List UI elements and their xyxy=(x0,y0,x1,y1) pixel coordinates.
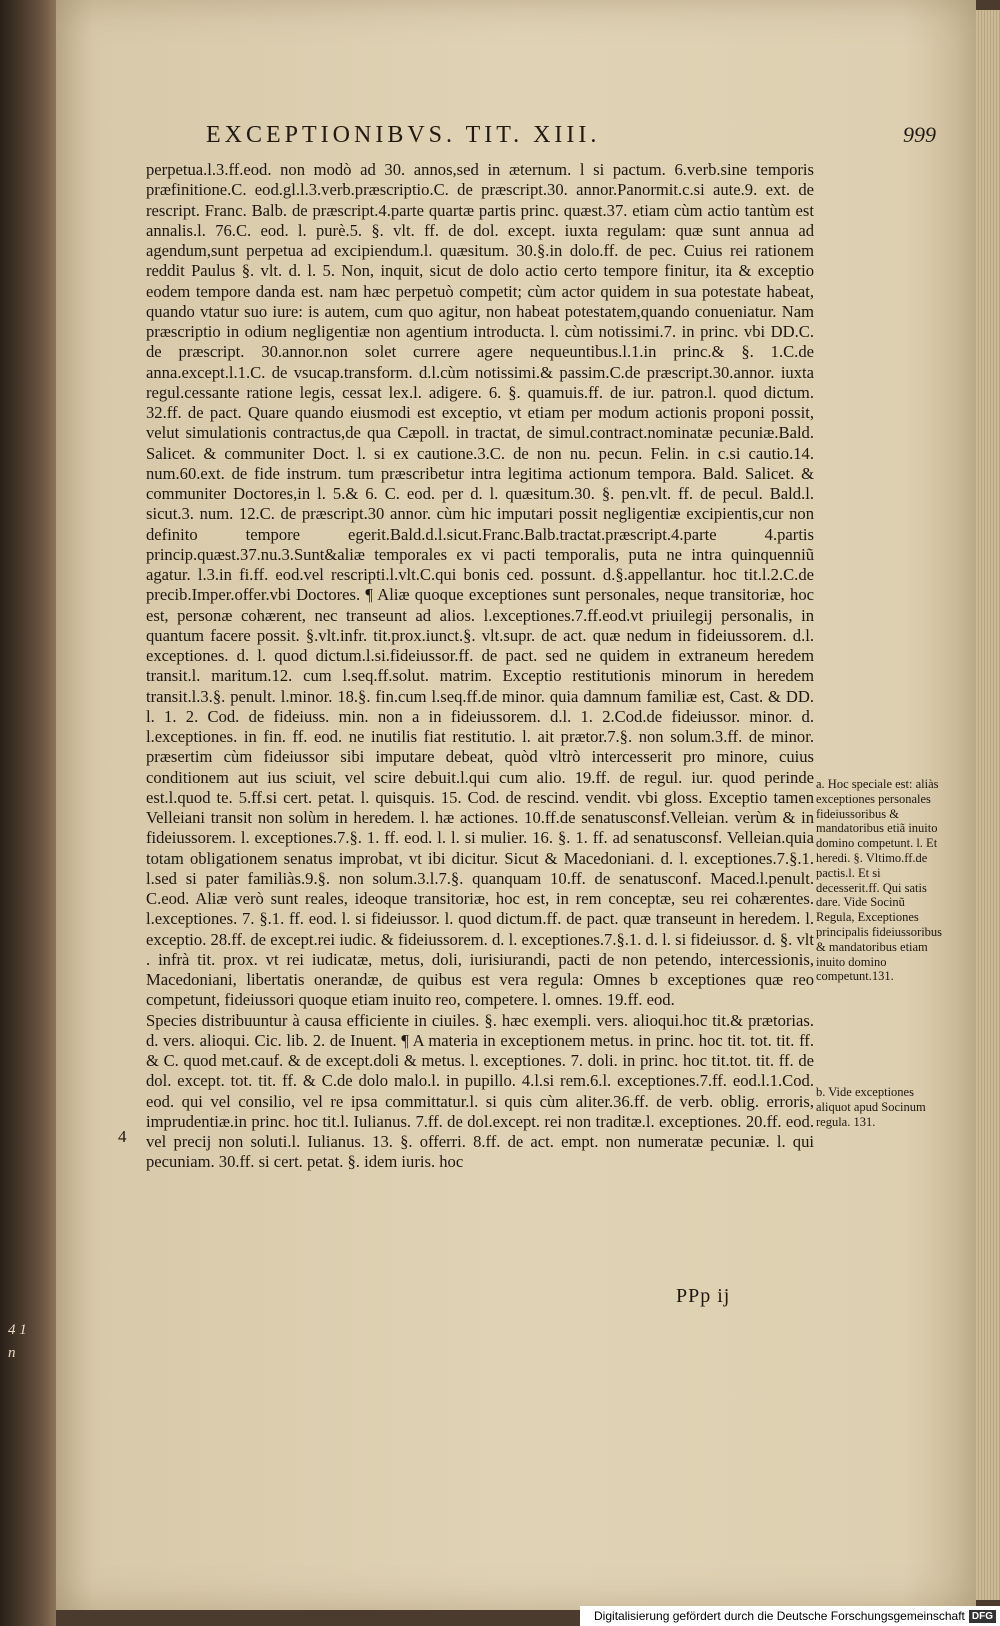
footer-text: Digitalisierung gefördert durch die Deutsche Forschungsgemeinschaft xyxy=(594,1609,965,1623)
section-number: 4 xyxy=(118,1127,127,1146)
paragraph: perpetua.l.3.ff.eod. non modò ad 30. annos,sed in æternum. l si pactum. 6.verb.sine temporis præfinitione.C. eod.gl.l.3.verb.præscriptio.C. de præscript.30. annor.Panormit.c.si aute.9. ext. de rescript. Franc. Balb. de præscript.4.parte quartæ partis princ. quæst.37. etiam cùm actio tantùm est annalis.l. 76.C. eod. l. purè.5. §. vlt. ff. de dol. except. iuxta regulam: quæ sunt annua ad agendum,sunt perpetua ad excipiendum.l. quæsitum. 30.§.in dolo.ff. de pec. Cuius rei rationem reddit Paulus §. vlt. d. l. 5. Non, inquit, sicut de dolo actio certo tempore finitur, ita & exceptio eodem tempore danda est. nam hæc perpetuò competit; cùm actor quidem in sua potestate habeat, quando vtatur suo iure: is autem, cum quo agitur, non habeat potestatem,quando conueniatur. Nam præscriptio in odium negligentiæ non agentium introducta. l. cùm notissimi.7. in princ. vbi DD.C. de præscript. 30.annor.non solet currere agere nequeuntibus.l.1.in princ.& §. 1.C.de anna.except.l.1.C. de vsucap.transform. d.l.cùm notissimi.& passim.C.de præscript.30.annor. iuxta regul.cessante ratione legis, cessat lex.l. adigere. 6. §. quamuis.ff. de iur. patron.l. quod dictum. 32.ff. de pact. Quare quando eiusmodi est exceptio, vt etiam per modum actionis proponi possit, velut simulationis contractus,de qua Cæpoll. in tractat, de simul.contract.nominatæ pecuniæ.Bald. Salicet. & communiter Doct. l. si ex cautione.3.C. de non nu. pecun. Felin. in c.si cautio.14. num.60.ext. de fide instrum. tum præscribetur intra legitima actionum tempora. Bald. Salicet. & communiter Doctores,in l. 5.& 6. C. eod. per d. l. quæsitum.30. §. pen.vlt. ff. de pecul. Bald.l. sicut.3. num. 12.C. de præscript.30 annor. cùm hic imputari possit negligentiæ excipientis,cur non definito tempore egerit.Bald.d.l.sicut.Franc.Balb.tractat.præscript.4.parte 4.partis princip.quæst.37.nu.3.Sunt&aliæ temporales ex vi pacti temporalis, puta ne intra quinquenniũ agatur. l.3.in fi.ff. eod.vel rescripti.l.vlt.C.qui bonis ced. possunt. d.§.appellantur. hoc tit.l.2.C.de precib.Imper.offer.vbi Doctores. ¶ Aliæ quoque exceptiones sunt personales, neque transitoriæ, hoc est, personæ cohærent, nec transeunt ad alios. l.exceptiones.7.ff.eod.vt priuilegij personalis, in quantum facere possit. §.vlt.infr. tit.prox.iunct.§. vlt.supr. de act. quæ nedum in fideiussorem. d.l. exceptiones. d. l. quod dictum.l.si.fideiussor.ff. de pact. sed ne quidem in extraneum heredem transit.l. maritum.12. cum l.seq.ff.solut. matrim. Exceptio restitutionis minorum in heredem transit.l.3.§. penult. l.minor. 18.§. fin.cum l.seq.ff.de minor. quia damnum familiæ est, Cast. & DD. l. 1. 2. Cod. de fideiuss. min. non a in fideiussorem. d.l. 1. 2.Cod.de fideiussor. minor. d. l.exceptiones. in fin. ff. eod. ne inutilis fiat restitutio. l. ait prætor.7.§. non solum.3.ff. de minor. præsertim cùm fideiussor sibi imputare debeat, quòd vltrò intercesserit pro minore, cuius conditionem aut ius sciuit, vel scire debuit.l.qui cum alio. 19.ff. de regul. iur. quod perinde est.l.quod te. 5.ff.si cert. petat. l. quisquis. 15. Cod. de rescind. vendit. vbi gloss. Exceptio tamen Velleiani transit non solùm in heredem. l. hæ actiones. 10.ff.de senatusconsf.Velleian. verùm & in fideiussorem. l. exceptiones.7.§. 1. ff. eod. l. l. si mulier. 16. §. 1. ff. ad senatusconsf. Velleian.quia totam obligationem senatus improbat, vt ibi dicitur. Sicut & Macedoniani. d. l. exceptiones.7.§.1. l.sed si pater familiàs.9.§. non solum.3.l.7.§. quanquam 10.ff. de senatusconf. Maced.l.penult. C.eod. Aliæ verò sunt reales, ideoque transitoriæ, hoc est, in rem conceptæ, seu rei cohærentes. l.exceptiones. 7. §.1. ff. eod. l. si fideiussor. l. quod dictum.ff. de pact. quæ transeunt in heredem. l. exceptio. 28.ff. de except.rei iudic. & fideiussorem. d. l. exceptiones.7.§.1. d. l. si fideiussor. d. §. vlt . infrà tit. prox. vt rei iudicatæ, metus, doli, iurisiurandi, pacti de non petendo, intercessionis, Macedoniani, libertatis onerandæ, de quibus est vera regula: Omnes b exceptiones quæ reo competunt, fideiussori quoque etiam inuito reo, competere. l. omnes. 19.ff. eod. xyxy=(146,160,814,1010)
page-edges xyxy=(976,10,1000,1600)
dfg-logo: DFG xyxy=(969,1610,996,1623)
margin-note-a: a. Hoc speciale est: aliàs exceptiones personales fideiussoribus & mandatoribus etiã inuito domino competunt. l. Et heredi. §. Vltimo.ff.de pactis.l. Et si decesserit.ff. Qui satis dare. Vide Socinũ Regula, Exceptiones principalis fideiussoribus & mandatoribus etiam inuito domino competunt.131. xyxy=(816,777,943,984)
digitization-footer xyxy=(580,1606,1000,1626)
book-page xyxy=(56,0,976,1610)
margin-note-b: b. Vide exceptiones aliquot apud Socinum regula. 131. xyxy=(816,1085,926,1129)
page-header xyxy=(206,122,936,154)
page-number: 999 xyxy=(903,122,936,147)
spine-mark: n xyxy=(8,1345,16,1361)
book-spine xyxy=(0,0,56,1626)
paragraph: Species distribuuntur à causa efficiente in ciuiles. §. hæc exempli. vers. alioqui.hoc tit.& prætorias. d. vers. alioqui. Cic. lib. 2. de Inuent. ¶ A materia in exceptionem metus. in princ. hoc tit. tot. tit. ff. & C. quod met.cauf. & de except.doli & metus. l. exceptiones. 7. doli. in princ. hoc tit.tot. tit. ff. de dol. except. tot. tit. ff. & C.de dolo malo.l. in pupillo. 4.l.si rem.6.l. exceptiones.7.ff. eod.l.1.Cod. eod. qui vel consilio, vel re ipsa committatur.l. si quis cùm aliter.36.ff. de verb. oblig. erroris, imprudentiæ.in princ. hoc tit.l. Iulianus. 7.ff. de dol.except. rei non traditæ.l. exceptiones. 20.ff. eod. vel precij non soluti.l. Iulianus. 13. §. offerri. 8.ff. de act. empt. non numeratæ pecuniæ. l. qui pecuniam. 30.ff. si cert. petat. §. idem iuris. hoc xyxy=(146,1010,814,1172)
signature-mark: PPp ij xyxy=(676,1285,731,1307)
main-text-column xyxy=(146,160,814,1248)
spine-mark: 4 1 xyxy=(8,1322,27,1338)
running-head: EXCEPTIONIBVS. TIT. XIII. xyxy=(206,122,601,148)
